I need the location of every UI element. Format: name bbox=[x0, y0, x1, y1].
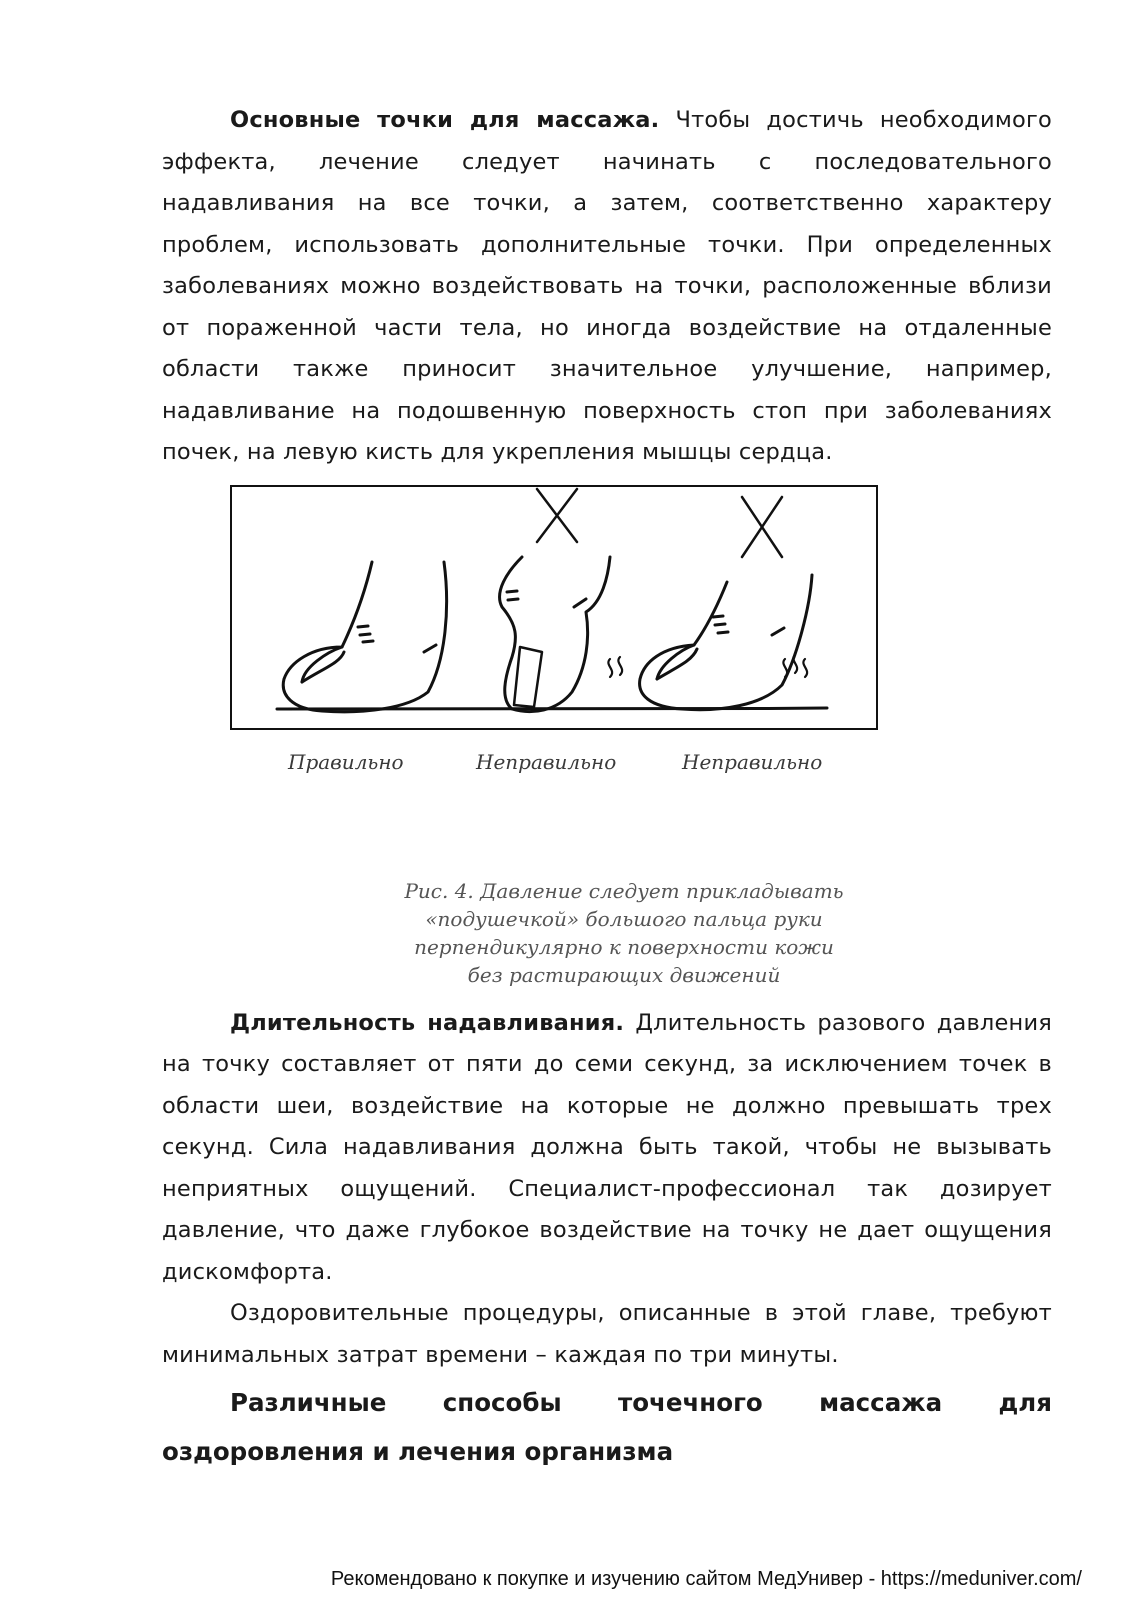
thumb-illustration bbox=[232, 487, 875, 727]
figure-labels bbox=[230, 730, 878, 774]
paragraph-lead-duration: Длительность надавливания. bbox=[230, 1009, 625, 1036]
caption-line: Рис. 4. Давление следует прикладывать bbox=[404, 878, 844, 903]
paragraph-text-duration: Длительность разового давления на точку составляет от пяти до семи секунд, за исключением точек в области шеи, воздействие на которые не должно превышать трех секунд. Сила надавливания должна быть такой, чтобы не вызывать неприятных ощущений. Специалист-профессионал так дозирует давление, что даже глубокое воздействие на точку не дает ощущения дискомфорта. bbox=[162, 1009, 1053, 1285]
heading-line-1: Различные способы точечного массажа для bbox=[230, 1388, 1052, 1417]
paragraph-duration bbox=[162, 1003, 1052, 1294]
thumb-incorrect-rub-icon bbox=[608, 497, 812, 710]
section-heading bbox=[162, 1378, 1052, 1476]
paragraph-lead-main-points: Основные точки для массажа. bbox=[230, 107, 660, 133]
figure-caption bbox=[162, 877, 1052, 989]
figure-thumb-pressure bbox=[230, 485, 878, 730]
page-content bbox=[162, 100, 1052, 1476]
thumb-correct-icon bbox=[283, 562, 446, 712]
thumb-incorrect-tip-icon bbox=[500, 489, 610, 712]
footer-recommendation: Рекомендовано к покупке и изучению сайтом МедУнивер - https://meduniver.com/ bbox=[330, 1568, 1082, 1590]
label-correct: Правильно bbox=[288, 749, 404, 774]
label-incorrect-1: Неправильно bbox=[476, 749, 617, 774]
caption-line: без растирающих движений bbox=[467, 962, 781, 987]
caption-line: перпендикулярно к поверхности кожи bbox=[414, 934, 834, 959]
paragraph-main-points bbox=[162, 100, 1052, 474]
heading-line-2: оздоровления и лечения организма bbox=[162, 1437, 674, 1466]
paragraph-procedures: Оздоровительные процедуры, описанные в этой главе, требуют минимальных затрат времени – каждая по три минуты. bbox=[162, 1300, 1052, 1368]
label-incorrect-2: Неправильно bbox=[682, 749, 823, 774]
caption-line: «подушечкой» большого пальца руки bbox=[425, 906, 823, 931]
paragraph-text-main-points: Чтобы достичь необходимого эффекта, лечение следует начинать с последовательного надавливания на все точки, а затем, соответственно характеру проблем, использовать дополнительные точки. При определенных заболеваниях можно воздействовать на точки, расположенные вблизи от пораженной части тела, но иногда воздействие на отдаленные области также приносит значительное улучшение, например, надавливание на подошвенную поверхность стоп при заболеваниях почек, на левую кисть для укрепления мышцы сердца. bbox=[162, 107, 1052, 465]
